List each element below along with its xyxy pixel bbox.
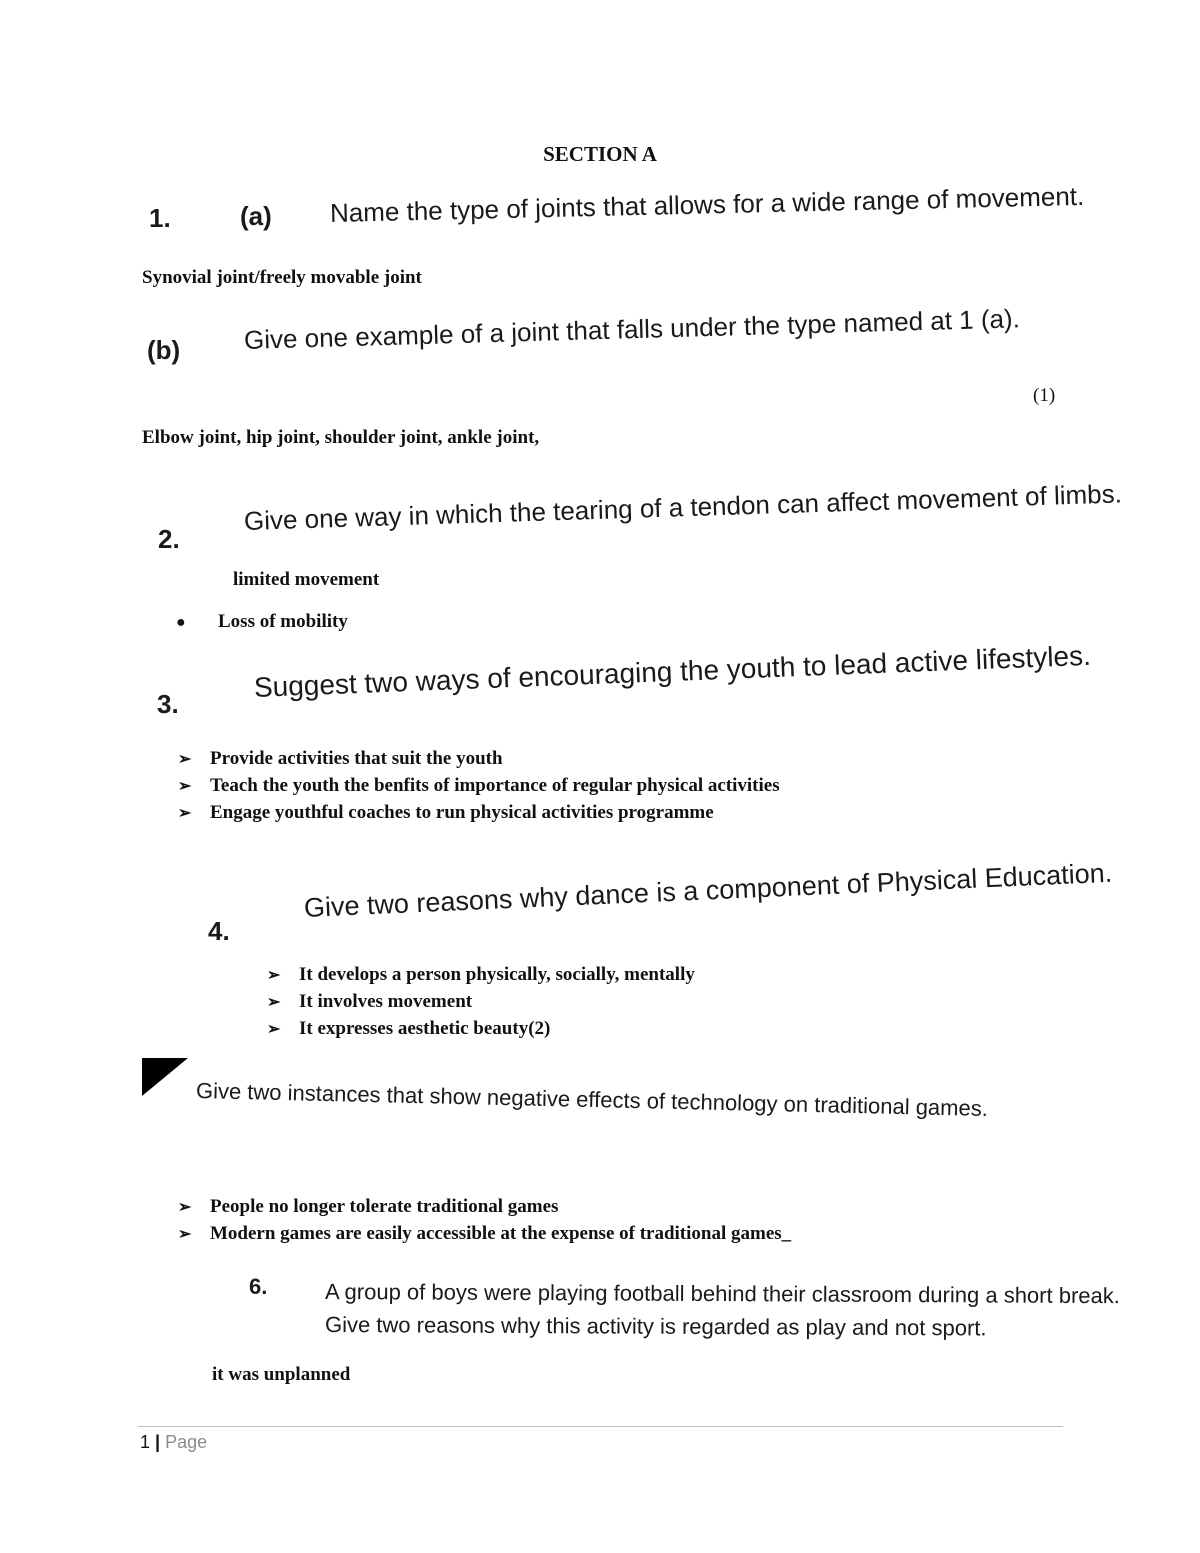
arrow-bullet-icon: ➢ <box>267 994 281 1011</box>
q1a-question: Name the type of joints that allows for a wide range of movement. <box>329 180 1085 228</box>
q1a-label: (a) <box>240 201 272 231</box>
arrow-bullet-icon: ➢ <box>178 1226 192 1243</box>
section-title: SECTION A <box>543 142 657 166</box>
q3-question: Suggest two ways of encouraging the youth to lead active lifestyles. <box>253 639 1092 703</box>
arrow-bullet-icon: ➢ <box>267 967 281 984</box>
q5-answer-2: ➢ Modern games are easily accessible at the expense of traditional games_ <box>178 1223 792 1244</box>
q6-question-line-1: A group of boys were playing football behind their classroom during a short break. <box>324 1279 1120 1309</box>
arrow-bullet-icon: ➢ <box>178 805 192 822</box>
q5-question: Give two instances that show negative effects of technology on traditional games. <box>195 1078 989 1121</box>
q3-answer-2: ➢ Teach the youth the benfits of importance of regular physical activities <box>178 775 780 796</box>
q4-answer-1: ➢ It develops a person physically, socially, mentally <box>267 964 695 985</box>
q1-number: 1. <box>149 203 171 233</box>
q5-answer-1: ➢ People no longer tolerate traditional games <box>178 1196 559 1217</box>
arrow-bullet-icon: ➢ <box>267 1021 281 1038</box>
q2-answer-2: ● Loss of mobility <box>176 611 348 632</box>
q1b-question: Give one example of a joint that falls under the type named at 1 (a). <box>243 303 1021 355</box>
page-separator: | <box>155 1432 161 1452</box>
q1b-marks: (1) <box>1033 385 1056 406</box>
page-footer <box>140 1432 207 1453</box>
q1a-answer: Synovial joint/freely movable joint <box>142 267 422 288</box>
arrow-bullet-icon: ➢ <box>178 778 192 795</box>
arrow-bullet-icon: ➢ <box>178 1199 192 1216</box>
q2-number: 2. <box>158 524 180 554</box>
page-label: Page <box>165 1432 208 1452</box>
q1b-label: (b) <box>147 335 181 365</box>
q2-question: Give one way in which the tearing of a tendon can affect movement of limbs. <box>243 478 1123 536</box>
q3-number: 3. <box>157 689 179 719</box>
dot-bullet-icon: ● <box>176 614 186 631</box>
q6-answer-1: it was unplanned <box>212 1364 351 1385</box>
page-number: 1 <box>140 1432 151 1452</box>
scan-corner-mark <box>142 1058 188 1096</box>
q2-answer-1: limited movement <box>233 569 380 590</box>
q4-number: 4. <box>208 916 230 946</box>
q3-answer-1: ➢ Provide activities that suit the youth <box>178 748 503 769</box>
q3-answer-3: ➢ Engage youthful coaches to run physical activities programme <box>178 802 714 823</box>
footer-divider <box>138 1426 1063 1427</box>
q4-answer-2: ➢ It involves movement <box>267 991 473 1012</box>
q6-number: 6. <box>249 1274 268 1299</box>
q1b-answer: Elbow joint, hip joint, shoulder joint, ankle joint, <box>142 427 540 448</box>
q4-question: Give two reasons why dance is a component of Physical Education. <box>303 857 1113 923</box>
q6-question-line-2: Give two reasons why this activity is regarded as play and not sport. <box>324 1312 987 1341</box>
q4-answer-3: ➢ It expresses aesthetic beauty(2) <box>267 1018 551 1039</box>
arrow-bullet-icon: ➢ <box>178 751 192 768</box>
